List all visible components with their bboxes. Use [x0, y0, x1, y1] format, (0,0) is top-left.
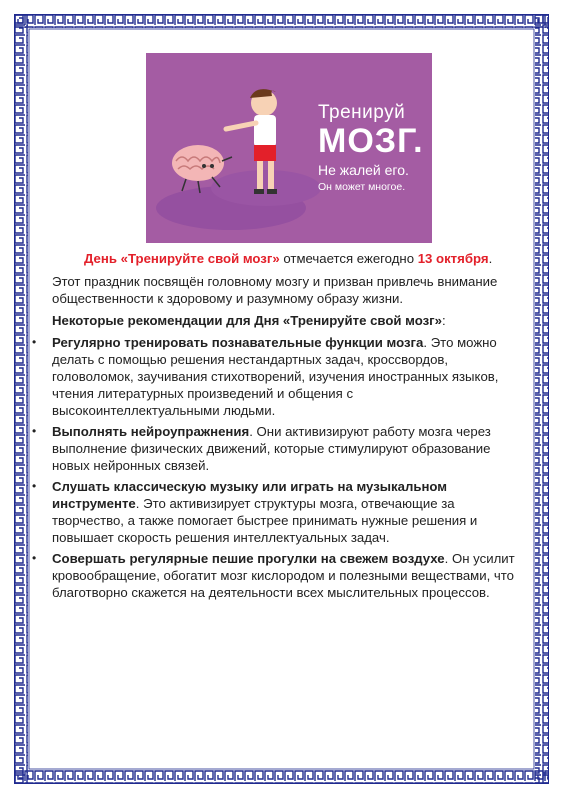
description-paragraph: Этот праздник посвящён головному мозгу и призван привлечь внимание общественности к здоровому и разумному образу жизни.	[52, 274, 498, 306]
list-item	[32, 478, 522, 546]
poster-slogan	[318, 103, 428, 193]
item-text: . Это активизирует структуры мозга, отвечающие за творчество, а также помогает быстрее принимать нужные решения и повышает скорость решения интеллектуальных задач.	[52, 496, 478, 545]
poster-line-4: Он может многое.	[318, 181, 406, 193]
intro-middle: отмечается ежегодно	[279, 251, 418, 266]
bullet-icon: •	[32, 479, 37, 493]
recommendations-heading-text: Некоторые рекомендации для Дня «Тренируйте свой мозг»	[52, 313, 443, 328]
bullet-icon: •	[32, 551, 37, 565]
poster-line-3: Не жалей его.	[318, 162, 409, 178]
item-title: Выполнять нейроупражнения	[52, 424, 250, 439]
list-item	[32, 334, 522, 419]
list-item	[32, 423, 522, 474]
item-text: . Он усилит кровообращение, обогатит мозг кислородом и полезными веществами, что благотворно скажется на деятельности всех мыслительных процессов.	[52, 551, 515, 600]
item-title: Регулярно тренировать познавательные функции мозга	[52, 335, 424, 350]
brain-poster	[146, 53, 432, 243]
recommendations-list	[32, 334, 522, 601]
intro-end: .	[488, 251, 493, 266]
bullet-icon: •	[32, 424, 37, 438]
item-text: . Они активизируют работу мозга через выполнение физических движений, которые стимулируют образование новых нейронных связей.	[52, 424, 491, 473]
item-title: Совершать регулярные пешие прогулки на свежем воздухе	[52, 551, 445, 566]
recommendations-heading	[52, 312, 522, 329]
poster-line-1: Тренируй	[318, 102, 406, 123]
bullet-icon: •	[32, 335, 37, 349]
poster-line-2: МОЗГ.	[318, 122, 424, 160]
item-title: Слушать классическую музыку или играть на музыкальном инструменте	[52, 479, 448, 511]
holiday-date: 13 октября	[417, 251, 489, 266]
intro-paragraph	[52, 250, 522, 267]
recommendations-heading-colon: :	[442, 313, 446, 328]
article-body	[32, 250, 522, 605]
list-item	[32, 550, 522, 601]
item-text: . Это можно делать с помощью решения нестандартных задач, кроссвордов, головоломок, заучивания стихотворений, изучения иностранных языков, чтения литературных произведений и общения с высокоинтеллектуальными людьми.	[52, 335, 499, 418]
holiday-title: День «Тренируйте свой мозг»	[84, 251, 280, 266]
